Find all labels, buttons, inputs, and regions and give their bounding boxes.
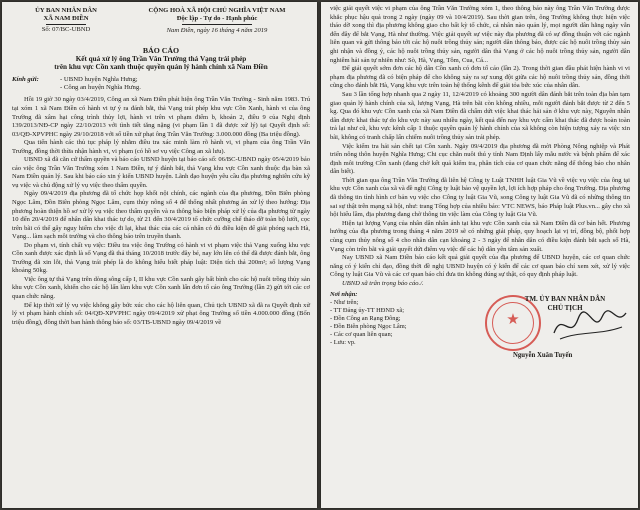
document-page-1 [2,2,317,508]
distribution-item: - Đồn Công an Rạng Đông; [330,314,401,322]
document-title [12,47,310,72]
body-paragraph: Việc kiểm tra hải sản chết tại Cồn xanh. Ngày 09/4/2019 địa phương đã mời Phòng Nông nghiệp và Phát triển nông thôn huyện Nghĩa Hưng; Chi cục chăn nuôi thú y tỉnh Nam Định lấy mẫu nước và bệnh phẩm để xác định môi trường Cồn xanh (đang chờ kết quả kiểm tra, phân tích của cơ quan chức năng để thông báo cho nhân dân biết). [330,142,630,176]
recipient-1: - UBND huyện Nghĩa Hưng; [60,75,138,83]
distribution-item: - Như trên; [330,298,359,306]
issuer-line-2: XÃ NAM ĐIỀN [43,15,89,22]
body-paragraph: Để giải quyết sớm đơn các hộ dân Cồn xanh có đơn tố cáo (lần 2). Trong thời gian đầu phát hiện hành vi vi phạm địa phương đã có biện pháp để cho không xảy ra sự xung đột giữa các hộ nuôi trồng thủy sản, đồng thời cũng cho đánh bắt Hà, Vạng khu vực trên toàn hệ thống kênh để giải tỏa bức xúc của nhân dân. [330,65,630,90]
body-paragraph: Qua tiến hành các thủ tục pháp lý nhằm điều tra xác minh làm rõ hành vi, vi phạm của ông Trần Văn Trường, đồng thời thừa nhận hành vi, vi phạm (có hồ sơ vụ việc Công an xã lưu). [12,139,310,155]
closing-line: UBND xã trân trọng báo cáo./. [342,280,424,287]
body-paragraph: Để kịp thời xử lý vụ việc không gây bức xúc cho các hộ liên quan, Chủ tịch UBND xã đã ra Quyết định xử lý vi phạm hành chính số: 04/QĐ-XPVPHC ngày 09/4/2019 xử phạt ông Trường số tiền 4.000.000 đồng (Bốn triệu đồng), đồng thời ban hành thông báo số: 03/TB-UBND ngày 09/4/2019 về [12,301,310,326]
recipients-block [12,76,310,93]
document-date: Nam Điền, ngày 16 tháng 4 năm 2019 [166,27,268,34]
issuer-block [12,7,120,34]
body-paragraph: Thời gian qua ông Trần Văn Trường đã liên hệ Công ty Luật TNHH luật Gia Vũ về việc vụ việc của ông tại khu vực Cồn xanh của xã và đề nghị Công ty luật bảo vệ quyền lợi, lợi ích hợp pháp cho ông Trường. Địa phương đã thông tin tình hình cơ bản vụ việc cho Công ty luật Gia Vũ, song Công ty luật Gia Vũ đã có những thông tin sai sự thật trên mạng xã hội, như: trang Tổng hợp của nhiều báo: VTC NEWS, báo Pháp luật Plus.vn... gây cho xã hội hiểu lầm, địa phương đang chờ thông tin việc làm của Công ty luật Gia Vũ. [330,176,630,219]
recipient-label: Kính gửi: [12,75,39,83]
distribution-item: - TT Đảng ủy-TT HĐND xã; [330,306,405,314]
recipient-2: - Công an huyện Nghĩa Hưng. [60,84,141,92]
title-report: BÁO CÁO [142,46,180,55]
signatory-name: Nguyễn Xuân Tuyến [513,351,573,359]
document-header [12,7,310,47]
body-paragraph: Sau 3 lần tổng hợp nhanh qua 2 ngày 11, 12/4/2019 có khoảng 300 người dân đánh bắt trên toàn địa bàn tạm giao quản lý hành chính của xã, lượng Vạng, Hà trên bãi còn không nhiều, mỗi người đánh bắt được từ 2 đến 5 kg. Qua đó khu vực Cồn xanh của xã Nam Điền đã chấm dứt việc khai thác hải sản ở khu vực này, Nguyên nhân dân được khai thác tự do khu vực này sau nhiều ngày, kết quả đến nay khu vực cấm khai thác đã được hoàn toàn trả lại như cũ, khu vực kênh cấp 1 thuộc quyền quản lý hành chính của xã không còn hiện tượng xảy ra việc xin bãi, không có tranh chấp lấn chiếm nuôi trồng thủy sản trái phép. [330,90,630,141]
body-paragraph: Hồi 19 giờ 30 ngày 03/4/2019, Công an xã Nam Điền phát hiện ông Trần Văn Trường - Sinh năm 1983. Trú tại xóm 1 xã Nam Điền có hành vi tự ý ra đánh bắt, thả Vạng trái phép khu vực Cồn Xanh, hành vi của ông Trường đã xâm hại công trình thủy lợi, hành vi trên vi phạm điểm b, khoản 2, điều 9 của Nghị định 139/2013/NĐ-CP ngày 22/10/2013 với tình tiết tăng nặng (vi phạm lần 1 đã được xử lý) tại Quyết định số: 03/QĐ-XPVPHC ngày 29/10/2018 với số tiền xử phạt ông Trần Văn Trường: 3.000.000 đồng (Ba triệu đồng). [12,96,310,138]
seal-star-icon: ★ [506,311,520,328]
issuer-underline [46,24,86,25]
motto-underline [182,24,252,25]
body-paragraph: Nay UBND xã Nam Điền báo cáo kết quả giải quyết của địa phương để UBND huyện, các cơ quan chức năng có ý kiến chỉ đạo, đồng thời đề nghị UBND huyện có ý kiến để các cơ quan báo chí xem xét, xử lý việc Công ty luật Gia Vũ và các cơ quan báo chí đưa tin không đúng sự thật, có quy định pháp luật. [330,254,630,279]
body-paragraph: Do phạm vi, tính chất vụ việc: Điều tra việc ông Trường có hành vi vi phạm việc thả Vạng xuống khu vực Cồn xanh được xác định là số Vạng đã thả tháng 10/2018 trước đây bé, nay lớn lên có thể đã được đánh bắt, ông Trường đã xin lỗi, thả Vạng trái phép là do không hiểu biết pháp luật: Diện tích thả 200m²; số lượng Vạng khoảng 50kg. [12,241,310,275]
body-paragraph: Hiện tại lượng Vạng của nhân dân nhân ảnh tại khu vực Cồn xanh của xã Nam Điền đã cơ bản hết. Phương hướng của địa phương trong tháng 4 năm 2019 sẽ có những giải pháp, quy hoạch lại vị trí, đồng bộ, phối hợp cùng cụm thủy nông số 4 cho nhân dân cạn khoảng 2 - 3 ngày để nhân dân có điều kiện đánh bắt sạch số Hà, Vạng còn trên bãi và giải quyết dứt điểm vụ việc để các hộ dân yên tâm sản xuất. [330,219,630,253]
national-motto-block [124,7,310,35]
body-paragraph: UBND xã đã căn cứ thẩm quyền và báo cáo UBND huyện tại báo cáo số: 06/BC-UBND ngày 05/4/2019 báo cáo việc ông Trần Văn Trường xóm 1 Nam Điền, tự ý đánh bắt, thả Vạng khu vực Cồn xanh thuộc địa bàn xã Nam Điền quản lý. Sau khi báo cáo xin ý kiến UBND huyện. Lãnh đạo huyện yêu cầu địa phương nghiên cứu kỹ vụ việc và chủ động xử lý vụ việc theo thẩm quyền. [12,156,310,189]
national-motto: Độc lập - Tự do - Hạnh phúc [176,15,258,22]
body-paragraph: Ngày 09/4/2019 địa phương đã tổ chức họp khối nội chính, các ngành của địa phương, Đồn Biên phòng Ngọc Lâm, Đồn Biên phòng Ngọc Lâm, cụm thủy nông số 4 để thống nhất phương án xử lý theo hướng: Địa phương hoàn thiện hồ sơ xử lý vụ việc theo thẩm quyền và ra thông báo biện pháp xử lý của địa phương từ ngày 10 đến 20/4/2019 để nhân dân khai thác tự do, từ 21 đến 30/4/2019 tổ chức cưỡng chế tháo dỡ toàn bộ lưới, cọc trên bãi có thể gây nguy hiểm cho việc đi lại, khai thác của các cá nhân có đủ điều kiện để giải phóng sạch Hà, Vạng... làm sạch môi trường và cho thông báo trên truyền thanh. [12,190,310,241]
body-paragraph-continued: việc giải quyết việc vi phạm của ông Trần Văn Trường xóm 1, theo thông báo này ông Trần Văn Trường được khắc phục hậu quả trong 2 ngày (ngày 09 và 10/4/2019). Sau thời gian trên, ông Trường không thực hiện việc tháo dỡ xong thì địa phương không giao cho bất kỳ tổ chức, cá nhân nào quản lý, mọi người dân hằng ngày vẫn đến đây để bắt Vạng, Hà như thường. Việc giải quyết sự việc này địa phương đã có sự đồng thuận với các ngành liên quan và gửi thông báo tới các hộ nuôi trồng thủy sản; người dân thông báo, được các hộ nuôi trồng thủy sản ghi nhận và đồng ý, các hộ nuôi trồng thủy sản, người dân thả Vạng ở các hộ nuôi trồng thủy sản, người dân nghiêm hải sản tự nhiên như: Sò, Hà, Vạng, Tôm, Cua, Cá... [330,5,630,64]
distribution-list [330,291,480,347]
title-subject-2: trên khu vực Cồn xanh thuộc quyền quản lý hành chính xã Nam Điền [54,63,268,72]
document-number: Số: 07/BC-UBND [41,26,91,33]
signatory-org: TM. ỦY BAN NHÂN DÂN [524,294,606,303]
distribution-item: - Lưu: vp. [330,338,356,346]
distribution-title: Nơi nhận: [330,290,358,298]
distribution-item: - Đồn Biên phòng Ngọc Lâm; [330,322,407,330]
body-paragraph: Việc ông tự thả Vạng trên dòng sông cấp I, II khu vực Cồn xanh gây bất bình cho các hộ nuôi trồng thủy sản khu vực Cồn xanh, khiến cho các hộ lấn làm khu vực Cồn xanh lấn đơn tố cáo ông Trường (lần 2) gửi tới các cơ quan chức năng. [12,275,310,300]
national-name: CỘNG HOÀ XÃ HỘI CHỦ NGHĨA VIỆT NAM [148,7,286,14]
handwritten-signature [550,305,630,345]
signatory-role: CHỦ TỊCH [547,303,583,312]
signature-area [330,291,630,403]
distribution-item: - Các cơ quan liên quan; [330,330,393,338]
title-subject-1: Kết quả xử lý ông Trần Văn Trường thả Vạng trái phép [75,55,247,64]
document-page-2 [321,2,638,508]
issuer-line-1: ỦY BAN NHÂN DÂN [35,7,97,14]
